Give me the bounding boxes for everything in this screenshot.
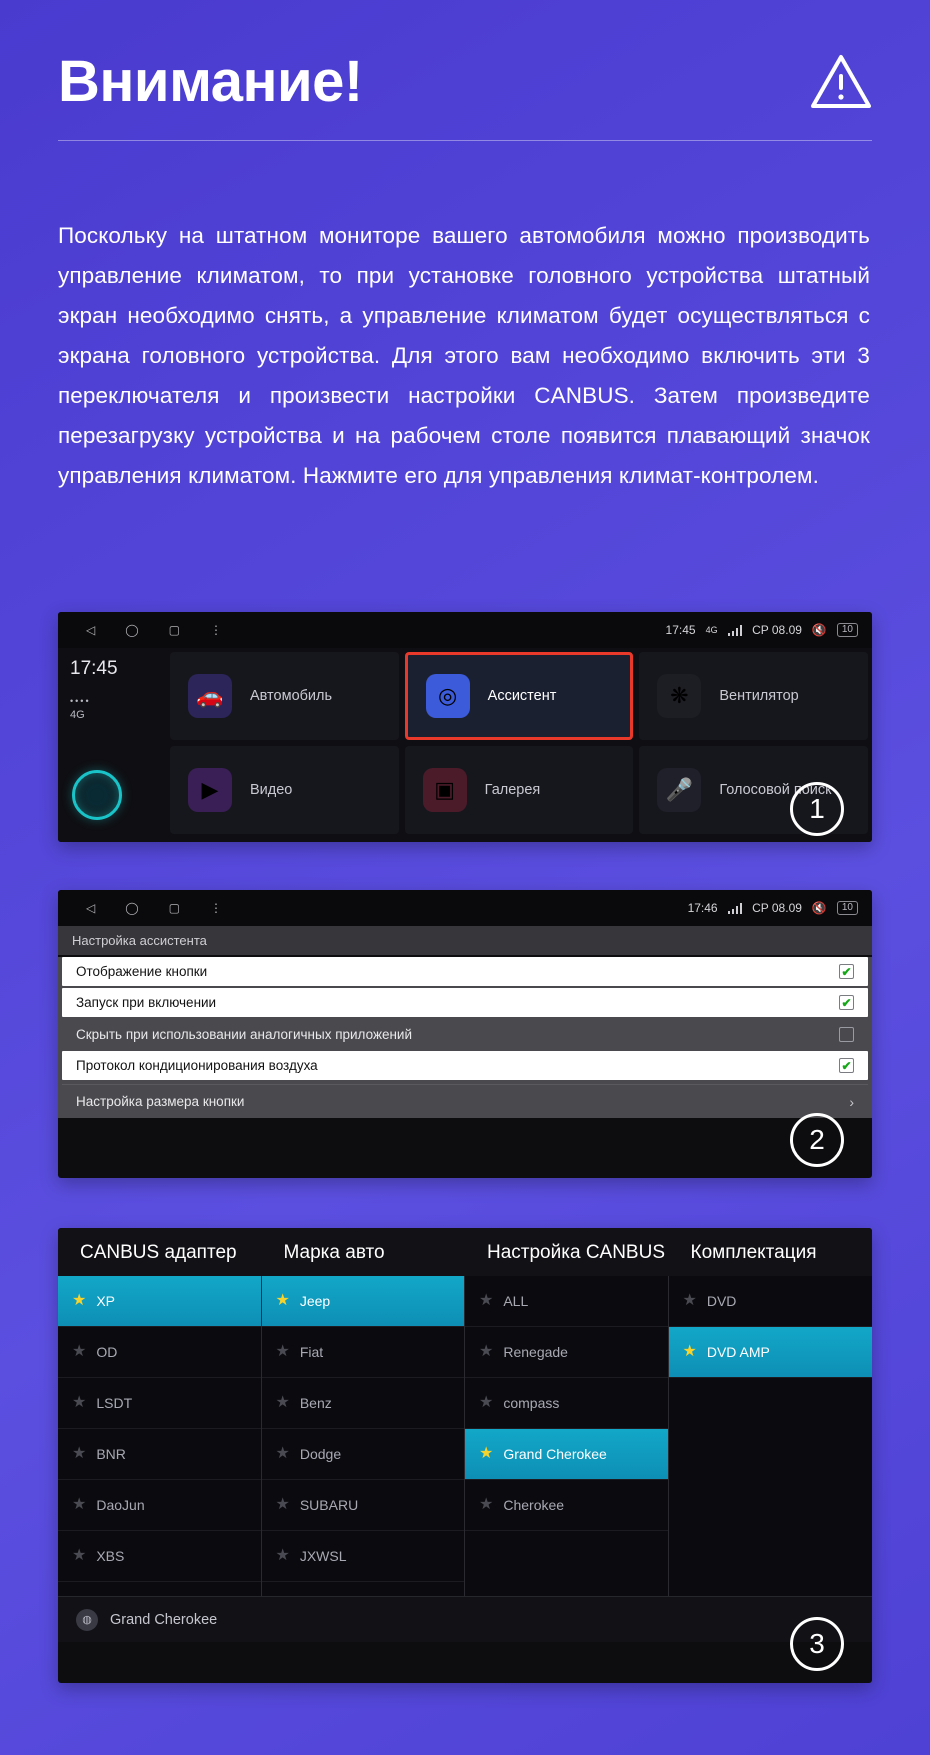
star-icon: ★	[72, 1496, 87, 1513]
sidebar-network: 4G	[70, 709, 85, 721]
column-canbus	[465, 1276, 669, 1596]
tile-label: Ассистент	[487, 688, 557, 704]
list-item-label: SUBARU	[299, 1497, 359, 1513]
list-item[interactable]	[669, 1276, 873, 1327]
tile-label: Галерея	[484, 782, 541, 798]
column-trim	[669, 1276, 873, 1596]
list-item-label: Renegade	[503, 1344, 568, 1360]
list-item-label: ALL	[503, 1293, 529, 1309]
screenshot-launcher	[58, 612, 872, 842]
step-badge-3: 3	[790, 1617, 844, 1671]
canbus-footer	[58, 1596, 872, 1642]
list-item[interactable]	[465, 1327, 668, 1378]
list-item[interactable]	[58, 1531, 261, 1582]
list-item[interactable]	[669, 1327, 873, 1378]
step-badge-2: 2	[790, 1113, 844, 1167]
selected-model-label: Grand Cherokee	[110, 1611, 218, 1628]
canbus-columns	[58, 1276, 872, 1596]
column-brand	[262, 1276, 466, 1596]
screenshot-assistant-settings	[58, 890, 872, 1178]
launcher-body	[58, 648, 872, 842]
mute-icon: 🔇	[811, 623, 827, 637]
tile-assistant[interactable]	[405, 652, 634, 740]
checkbox-show-button[interactable]: ✔	[839, 964, 854, 979]
step-badge-1: 1	[790, 782, 844, 836]
list-item[interactable]	[262, 1429, 465, 1480]
star-icon: ★	[72, 1343, 87, 1360]
list-item-label: Cherokee	[503, 1497, 565, 1513]
back-icon[interactable]: ◁	[86, 623, 96, 637]
status-time: 17:46	[687, 901, 718, 915]
status-date: CP 08.09	[752, 901, 802, 915]
list-item-label: OD	[96, 1344, 118, 1360]
star-icon: ★	[72, 1547, 87, 1564]
column-adapter	[58, 1276, 262, 1596]
network-label: 4G	[705, 625, 718, 635]
column-header-canbus: Настройка CANBUS	[487, 1242, 665, 1263]
column-header-adapter: CANBUS адаптер	[80, 1242, 237, 1263]
gallery-icon: ▣	[423, 768, 467, 812]
tile-label: Автомобиль	[250, 688, 333, 704]
tile-label: Вентилятор	[719, 688, 799, 704]
star-icon: ★	[275, 1292, 290, 1309]
home-icon[interactable]: ◯	[125, 623, 139, 637]
tile-label: Видео	[250, 782, 293, 798]
setting-label: Запуск при включении	[76, 995, 217, 1010]
checkbox-start-on-boot[interactable]: ✔	[839, 995, 854, 1010]
signal-icon	[728, 903, 743, 914]
list-item[interactable]	[58, 1378, 261, 1429]
star-icon: ★	[275, 1394, 290, 1411]
star-icon: ★	[479, 1343, 494, 1360]
chevron-right-icon: ›	[849, 1093, 854, 1110]
tile-gallery[interactable]	[405, 746, 634, 834]
list-item-label: JXWSL	[299, 1548, 347, 1564]
star-icon: ★	[275, 1547, 290, 1564]
app-tiles	[166, 648, 872, 842]
setting-row-show-button[interactable]	[62, 957, 868, 986]
battery-level: 10	[837, 901, 858, 915]
checkbox-ac-protocol[interactable]: ✔	[839, 1058, 854, 1073]
status-date: CP 08.09	[752, 623, 802, 637]
star-icon: ★	[275, 1496, 290, 1513]
column-header-brand: Марка авто	[283, 1242, 385, 1263]
star-icon: ★	[479, 1394, 494, 1411]
setting-row-hide-similar-apps[interactable]	[62, 1019, 868, 1049]
home-icon[interactable]: ◯	[125, 901, 139, 915]
car-icon: 🚗	[188, 674, 232, 718]
list-item-label: Dodge	[299, 1446, 342, 1462]
canbus-column-headers	[58, 1228, 872, 1276]
list-item-label: XBS	[96, 1548, 125, 1564]
setting-label: Скрыть при использовании аналогичных приложений	[76, 1026, 413, 1042]
list-item[interactable]	[465, 1480, 668, 1531]
list-item[interactable]	[58, 1480, 261, 1531]
checkbox-hide-similar-apps[interactable]	[839, 1027, 854, 1042]
list-item-label: DVD AMP	[706, 1344, 770, 1360]
settings-section-title: Настройка ассистента	[58, 926, 872, 955]
warning-triangle-icon	[810, 53, 872, 111]
status-bar-1	[58, 612, 872, 648]
header-divider	[58, 140, 872, 141]
sidebar-time: 17:45	[70, 658, 118, 679]
setting-row-ac-protocol[interactable]	[62, 1051, 868, 1080]
settings-list	[58, 957, 872, 1118]
list-item[interactable]	[465, 1378, 668, 1429]
setting-row-button-size[interactable]	[62, 1084, 868, 1118]
recents-icon[interactable]: ▢	[168, 623, 181, 637]
list-item[interactable]	[465, 1276, 668, 1327]
list-item[interactable]	[262, 1327, 465, 1378]
sidebar-signal-dots: ••••	[70, 696, 91, 706]
tile-car[interactable]	[170, 652, 399, 740]
fan-icon: ❋	[657, 674, 701, 718]
tile-fan[interactable]	[639, 652, 868, 740]
status-time: 17:45	[665, 623, 696, 637]
star-icon: ★	[72, 1292, 87, 1309]
overflow-menu-icon[interactable]: ⋮	[210, 623, 223, 637]
list-item[interactable]	[262, 1378, 465, 1429]
list-item-label: DVD	[706, 1293, 737, 1309]
list-item[interactable]	[465, 1429, 668, 1480]
star-icon: ★	[479, 1292, 494, 1309]
battery-level: 10	[837, 623, 858, 637]
list-item[interactable]	[262, 1480, 465, 1531]
list-item-label: Jeep	[299, 1293, 331, 1309]
list-item-label: LSDT	[96, 1395, 133, 1411]
video-icon: ▶	[188, 768, 232, 812]
list-item-label: DaoJun	[96, 1497, 145, 1513]
page-title: Внимание!	[58, 49, 363, 114]
body-text: Поскольку на штатном мониторе вашего автомобиля можно производить управление климатом, то при установке головного устройства штатный экран необходимо снять, а управление климатом будет осуществляться с экрана головного устройства. Для этого вам необходимо включить эти 3 переключателя и произвести настройки CANBUS. Затем произведите перезагрузку устройства и на рабочем столе появится плавающий значок управления климатом. Нажмите его для управления климат-контролем.	[58, 223, 870, 488]
header	[58, 50, 872, 141]
setting-label: Протокол кондиционирования воздуха	[76, 1058, 318, 1073]
overflow-menu-icon[interactable]: ⋮	[210, 901, 223, 915]
star-icon: ★	[275, 1445, 290, 1462]
setting-row-start-on-boot[interactable]	[62, 988, 868, 1017]
mute-icon: 🔇	[811, 901, 827, 915]
back-icon[interactable]: ◁	[86, 901, 96, 915]
microphone-icon: 🎤	[657, 768, 701, 812]
list-item-label: Grand Cherokee	[503, 1446, 607, 1462]
column-header-trim: Комплектация	[690, 1242, 817, 1263]
screenshot-canbus-settings	[58, 1228, 872, 1683]
recents-icon[interactable]: ▢	[168, 901, 181, 915]
list-item[interactable]	[58, 1276, 261, 1327]
list-item-label: XP	[96, 1293, 116, 1309]
star-icon: ★	[479, 1445, 494, 1462]
setting-label: Отображение кнопки	[76, 964, 208, 979]
tile-label: Голосовой поиск	[719, 782, 832, 798]
signal-icon	[728, 625, 743, 636]
tile-video[interactable]	[170, 746, 399, 834]
assistant-ring-icon[interactable]	[72, 770, 122, 820]
list-item[interactable]	[58, 1327, 261, 1378]
launcher-sidebar	[58, 648, 166, 842]
list-item[interactable]	[262, 1276, 465, 1327]
setting-label: Настройка размера кнопки	[76, 1094, 245, 1109]
star-icon: ★	[72, 1445, 87, 1462]
star-icon: ★	[479, 1496, 494, 1513]
list-item-label: BNR	[96, 1446, 126, 1462]
status-bar-2	[58, 890, 872, 926]
star-icon: ★	[72, 1394, 87, 1411]
star-icon: ★	[682, 1343, 697, 1360]
list-item-label: Fiat	[299, 1344, 324, 1360]
list-item[interactable]	[58, 1429, 261, 1480]
list-item-label: Benz	[299, 1395, 332, 1411]
assistant-icon: ◎	[426, 674, 470, 718]
list-item-label: compass	[503, 1395, 560, 1411]
car-badge-icon: ◍	[76, 1609, 98, 1631]
star-icon: ★	[682, 1292, 697, 1309]
star-icon: ★	[275, 1343, 290, 1360]
list-item[interactable]	[262, 1531, 465, 1582]
